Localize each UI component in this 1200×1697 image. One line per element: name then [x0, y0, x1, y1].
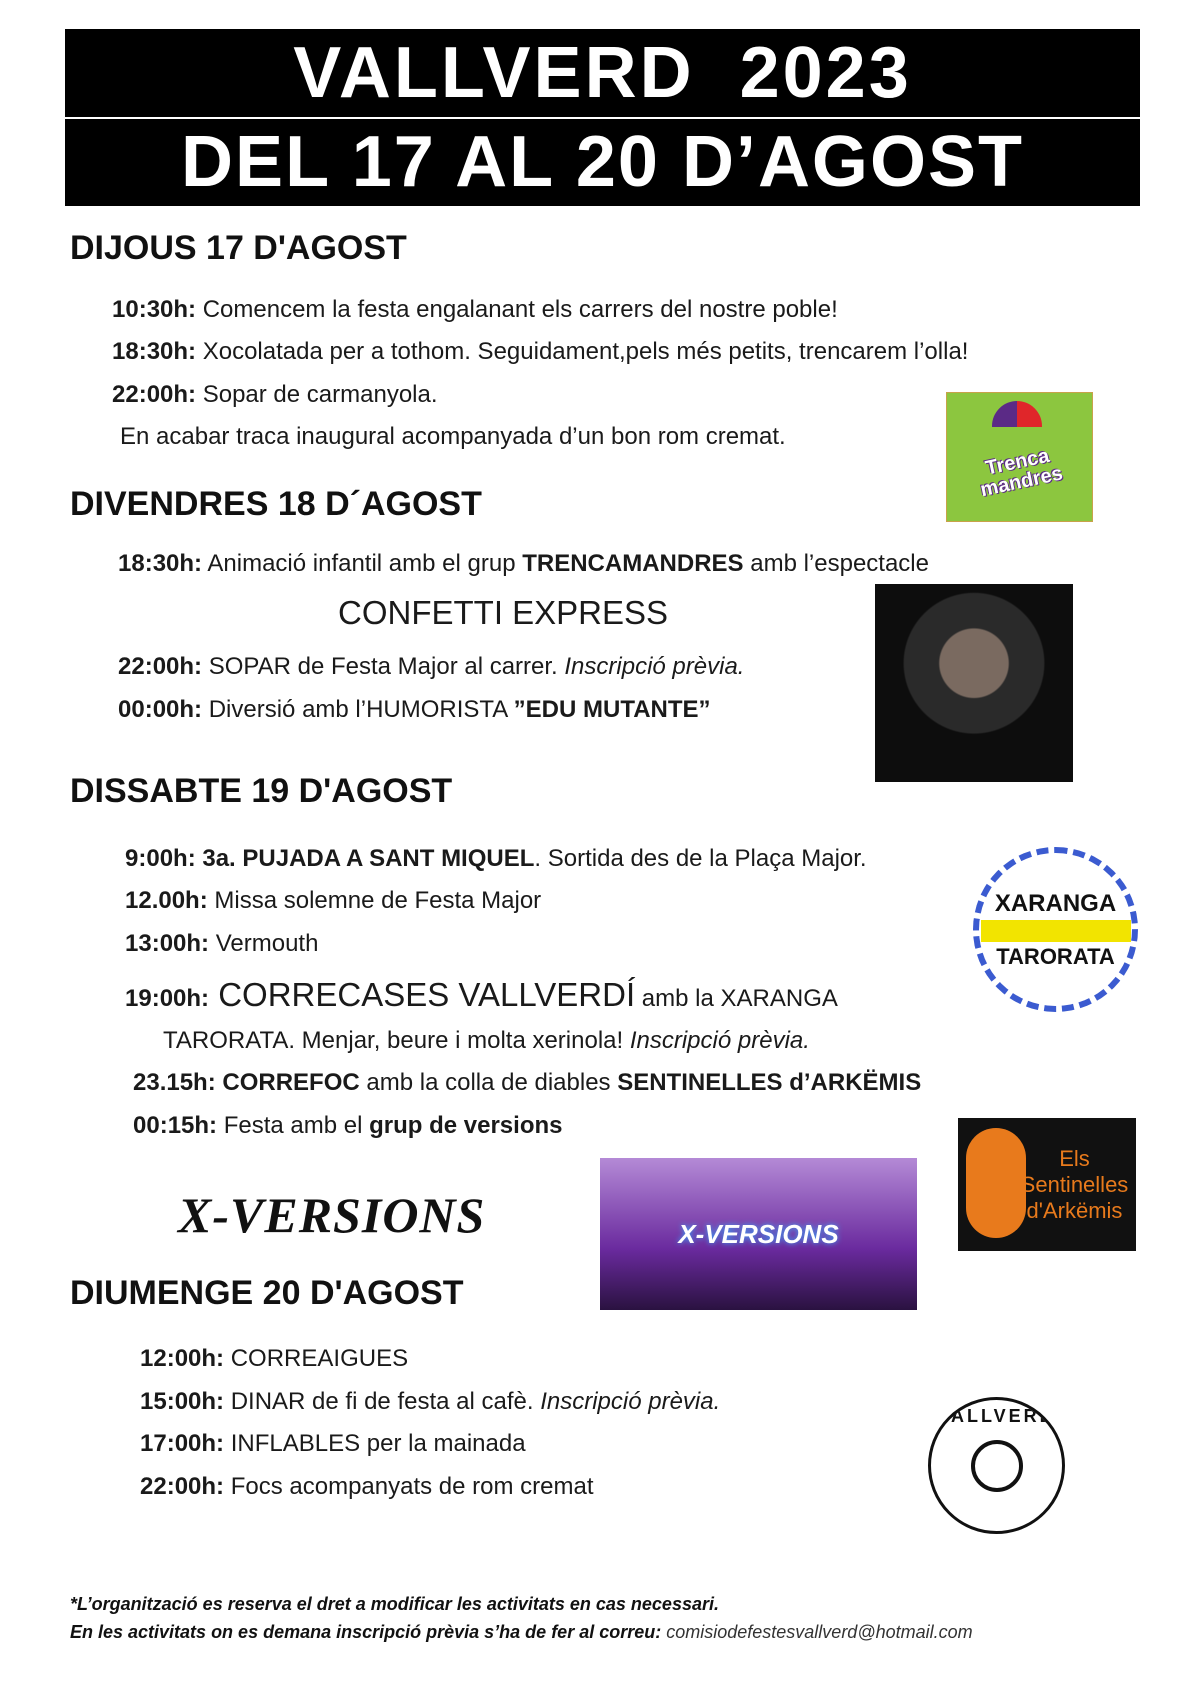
- sentinelles-logo: Els Sentinelles d'Arkëmis: [958, 1118, 1136, 1251]
- event-item: TARORATA. Menjar, beure i molta xerinola! Inscripció prèvia.: [163, 1027, 810, 1054]
- event-item: 22:00h: Focs acompanyats de rom cremat: [140, 1473, 594, 1500]
- event-item: 12:00h: CORREAIGUES: [140, 1345, 409, 1372]
- band-photo: X-VERSIONS: [600, 1158, 917, 1310]
- event-item: 13:00h: Vermouth: [125, 930, 319, 957]
- event-item: 22:00h: Sopar de carmanyola.: [112, 381, 438, 408]
- event-item: 00:15h: Festa amb el grup de versions: [133, 1112, 563, 1139]
- day-heading-sunday: DIUMENGE 20 D'AGOST: [70, 1274, 464, 1312]
- show-title: CONFETTI EXPRESS: [338, 594, 669, 631]
- event-item: 15:00h: DINAR de fi de festa al cafè. Inscripció prèvia.: [140, 1388, 721, 1415]
- footer-registration: En les activitats on es demana inscripció prèvia s’ha de fer al correu: comisiodefestesvallverd@hotmail.com: [70, 1622, 973, 1642]
- xaranga-tarorata-logo: XARANGA TARORATA: [973, 847, 1138, 1012]
- event-item: 10:30h: Comencem la festa engalanant els carrers del nostre poble!: [112, 296, 838, 323]
- day-heading-saturday: DISSABTE 19 D'AGOST: [70, 772, 453, 810]
- event-item: 17:00h: INFLABLES per la mainada: [140, 1430, 526, 1457]
- event-item: 9:00h: 3a. PUJADA A SANT MIQUEL. Sortida des de la Plaça Major.: [125, 845, 867, 872]
- trencamandres-logo: Trenca mandres: [946, 392, 1093, 522]
- event-item: 00:00h: Diversió amb l’HUMORISTA ”EDU MUTANTE”: [118, 696, 711, 723]
- contact-email[interactable]: comisiodefestesvallverd@hotmail.com: [666, 1622, 973, 1642]
- stamp-ring-icon: [971, 1440, 1023, 1492]
- band-name: X-VERSIONS: [178, 1187, 486, 1243]
- music-staff-icon: [981, 920, 1131, 942]
- event-item: 19:00h: CORRECASES VALLVERDÍ amb la XARANGA: [125, 976, 838, 1013]
- comedian-photo: [875, 584, 1073, 782]
- event-note: En acabar traca inaugural acompanyada d’un bon rom cremat.: [120, 423, 786, 450]
- vallverd-stamp-logo: VALLVERD: [928, 1397, 1065, 1534]
- event-item: 18:30h: Xocolatada per a tothom. Seguidament,pels més petits, trencarem l’olla!: [112, 338, 969, 365]
- event-item: 12.00h: Missa solemne de Festa Major: [125, 887, 542, 914]
- jester-hat-icon: [992, 401, 1042, 427]
- day-heading-thursday: DIJOUS 17 D'AGOST: [70, 229, 407, 267]
- event-item: 23.15h: CORREFOC amb la colla de diables SENTINELLES d’ARKËMIS: [133, 1069, 922, 1096]
- event-item: 22:00h: SOPAR de Festa Major al carrer. Inscripció prèvia.: [118, 653, 745, 680]
- poster-title: VALLVERD 2023: [65, 29, 1140, 117]
- day-heading-friday: DIVENDRES 18 D´AGOST: [70, 485, 482, 523]
- footer-disclaimer: *L’organització es reserva el dret a modificar les activitats en cas necessari.: [70, 1594, 719, 1614]
- event-item: 18:30h: Animació infantil amb el grup TRENCAMANDRES amb l’espectacle: [118, 550, 929, 577]
- poster-dates: DEL 17 AL 20 D’AGOST: [65, 119, 1140, 206]
- skull-icon: [966, 1128, 1026, 1238]
